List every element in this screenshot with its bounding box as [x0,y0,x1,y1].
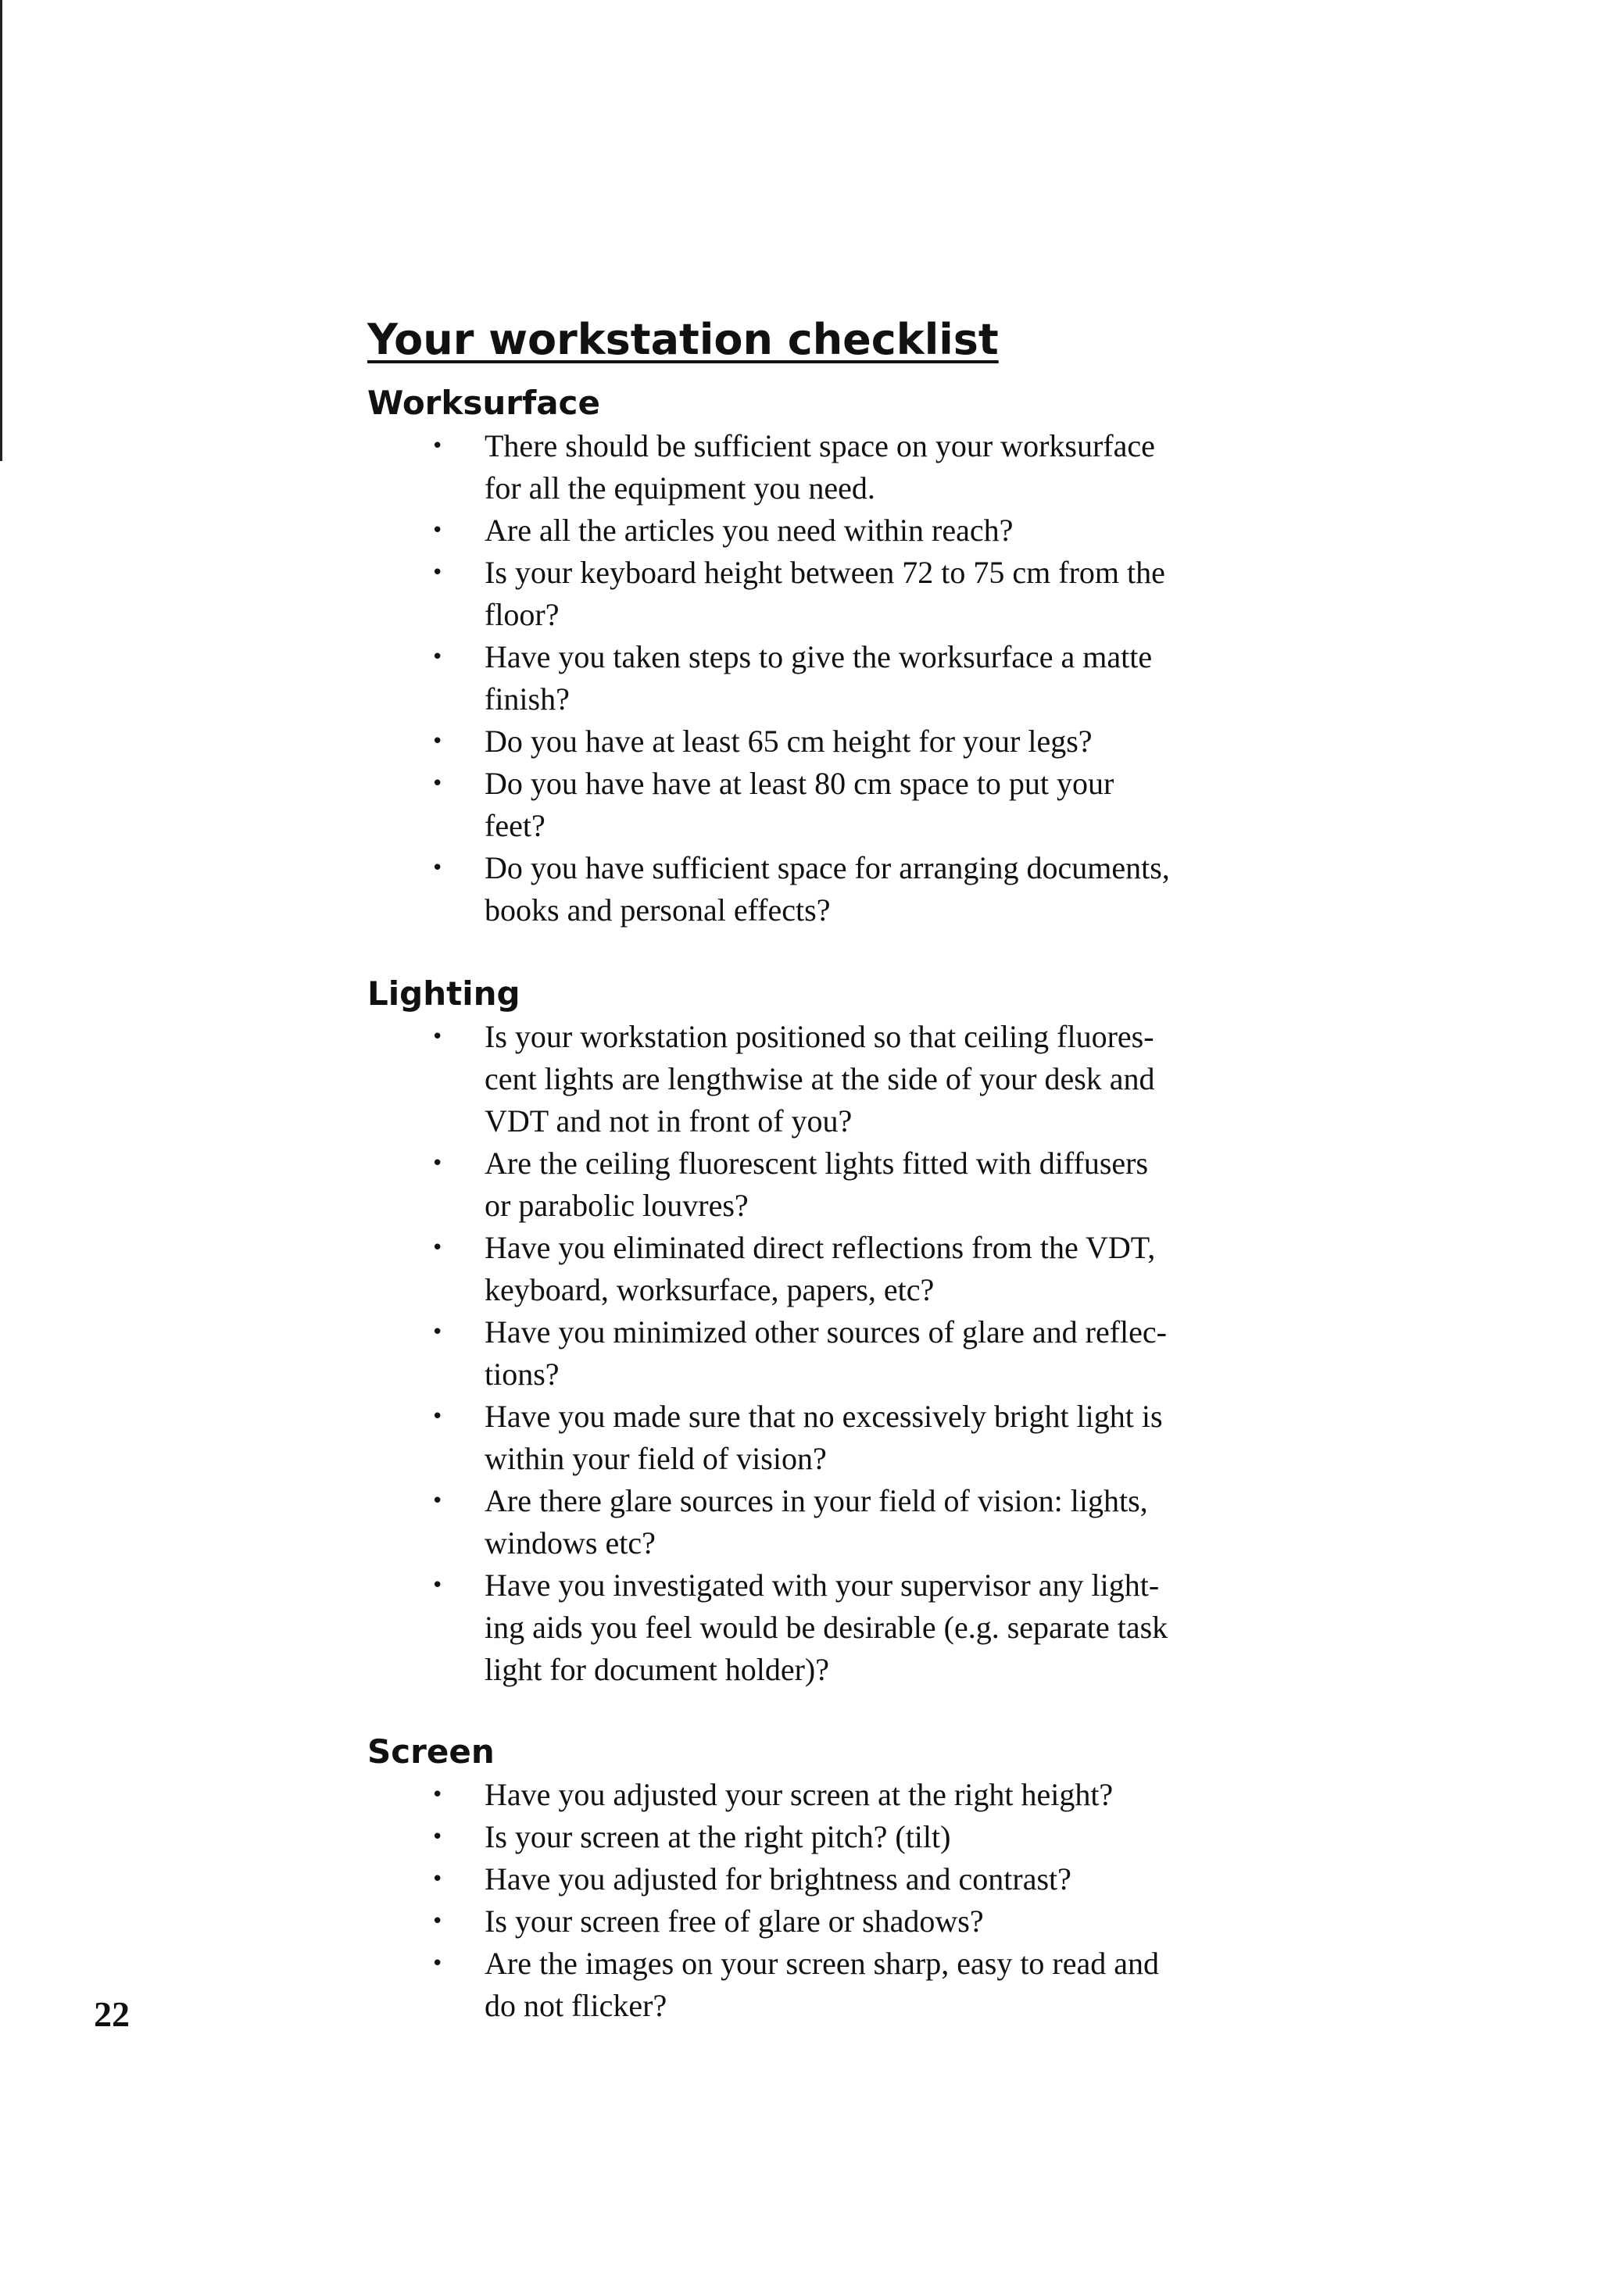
checklist-worksurface [367,425,1258,931]
bullet-icon: • [431,1321,444,1344]
checklist-item-text: Have you adjusted your screen at the right height? [485,1777,1114,1812]
bullet-icon: • [431,1952,444,1975]
bullet-icon: • [431,1152,444,1175]
checklist-item-text: Are all the articles you need within reach? [485,513,1014,548]
bullet-icon: • [431,1910,444,1933]
checklist-item-text: Are there glare sources in your field of vision: lights, windows etc? [485,1483,1148,1560]
section-heading-screen: Screen [367,1732,495,1771]
checklist-item [367,1311,1239,1396]
section-lighting [367,972,1258,1691]
page-edge-rule [0,0,2,461]
bullet-icon: • [431,1825,444,1849]
bullet-icon: • [431,1868,444,1891]
checklist-item [367,552,1239,636]
bullet-icon: • [431,561,444,585]
bullet-icon: • [431,1783,444,1807]
checklist-item [367,1564,1239,1691]
checklist-item [367,1016,1239,1142]
page-title: Your workstation checklist [367,315,999,364]
bullet-icon: • [431,1405,444,1428]
checklist-item [367,1396,1239,1480]
checklist-item [367,1227,1239,1311]
checklist-item-text: Is your screen at the right pitch? (tilt) [485,1819,951,1854]
checklist-item [367,847,1239,931]
checklist-item-text: Is your keyboard height between 72 to 75 cm from the floor? [485,555,1165,632]
checklist-item-text: Are the images on your screen sharp, easy to read and do not flicker? [485,1946,1160,2023]
page-number: 22 [94,1994,130,2034]
checklist-item-text: Are the ceiling fluorescent lights fitted with diffusers or parabolic louvres? [485,1146,1149,1223]
checklist-item [367,425,1239,509]
checklist-item-text: Is your workstation positioned so that ceiling fluores- cent lights are lengthwise at the side of your desk and VDT and not in front of you? [485,1019,1155,1139]
checklist-item [367,1943,1239,2027]
bullet-icon: • [431,1489,444,1513]
checklist-lighting [367,1016,1258,1691]
checklist-item [367,763,1239,847]
checklist-item [367,720,1239,763]
checklist-item [367,636,1239,720]
checklist-item-text: Have you taken steps to give the worksurface a matte finish? [485,639,1153,717]
bullet-icon: • [431,645,444,669]
checklist-screen [367,1774,1258,2027]
checklist-item-text: Do you have have at least 80 cm space to put your feet? [485,766,1114,843]
bullet-icon: • [431,1236,444,1260]
checklist-item [367,1858,1239,1900]
checklist-item-text: Is your screen free of glare or shadows? [485,1904,984,1939]
section-heading-worksurface: Worksurface [367,384,600,422]
checklist-item-text: Have you made sure that no excessively bright light is within your field of vision? [485,1399,1163,1476]
checklist-item-text: Have you eliminated direct reflections from the VDT, keyboard, worksurface, papers, etc? [485,1230,1156,1307]
bullet-icon: • [431,519,444,542]
checklist-item-text: There should be sufficient space on your worksurface for all the equipment you need. [485,428,1155,506]
checklist-item [367,1480,1239,1564]
checklist-item [367,509,1239,552]
checklist-item-text: Have you investigated with your supervisor any light- ing aids you feel would be desirable (e.g. separate task light for document holder)? [485,1568,1168,1687]
bullet-icon: • [431,434,444,458]
bullet-icon: • [431,772,444,795]
checklist-item-text: Have you adjusted for brightness and contrast? [485,1861,1071,1897]
section-heading-lighting: Lighting [367,974,520,1013]
checklist-item-text: Do you have at least 65 cm height for your legs? [485,724,1093,759]
checklist-item-text: Do you have sufficient space for arranging documents, books and personal effects? [485,850,1170,928]
checklist-item-text: Have you minimized other sources of glare and reflec- tions? [485,1314,1167,1392]
section-screen [367,1730,1258,2027]
bullet-icon: • [431,730,444,753]
checklist-item [367,1900,1239,1943]
checklist-item [367,1816,1239,1858]
section-worksurface [367,381,1258,931]
checklist-item [367,1774,1239,1816]
bullet-icon: • [431,856,444,880]
checklist-item [367,1142,1239,1227]
bullet-icon: • [431,1025,444,1049]
bullet-icon: • [431,1574,444,1597]
